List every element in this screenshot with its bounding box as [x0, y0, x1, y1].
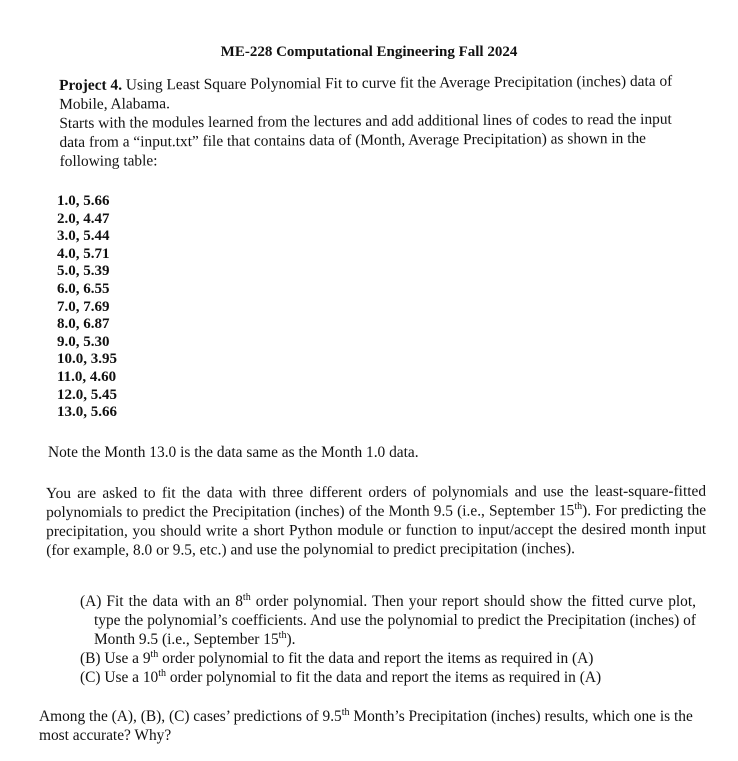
page-title: ME-228 Computational Engineering Fall 2024 — [220, 44, 518, 60]
requirement-c-prefix: (C) Use a 10 — [80, 669, 159, 686]
note-text: Note the Month 13.0 is the data same as the Month 1.0 data. — [48, 444, 419, 461]
data-row: 2.0, 4.47 — [57, 210, 110, 227]
task-text-part1: You are asked to fit the data with three different orders of polynomials and use the least-square-fitted polynomials to predict the Precipitation (inches) of the Month 9.5 (i.e., September 15 — [46, 482, 707, 521]
data-row: 9.0, 5.30 — [57, 333, 110, 350]
data-row: 3.0, 5.44 — [57, 228, 110, 245]
requirement-a-body: order polynomial. Then your report should show the fitted curve plot, type the polynomial’s coefficients. And use the polynomial to predict the Precipitation (inches) of Month 9.5 (i.e., September 15 — [94, 593, 696, 648]
requirement-c-body: order polynomial to fit the data and report the items as required in (A) — [166, 669, 602, 686]
intro-paragraph — [59, 72, 700, 171]
question-part2: Month’s Precipitation (inches) results, which one is the most accurate? Why? — [39, 708, 693, 744]
data-row: 1.0, 5.66 — [57, 193, 110, 209]
requirement-a — [66, 592, 696, 649]
data-table — [57, 193, 117, 422]
task-superscript: th — [574, 501, 583, 513]
project-description: Using Least Square Polynomial Fit to curve fit the Average Precipitation (inches) data of Mobile, Alabama. — [59, 72, 673, 113]
task-text-part2: ). For predicting the precipitation, you should write a short Python module or function to input/accept the desired month input (for example, 8.0 or 9.5, etc.) and use the polynomial to predict precipitation (inches). — [46, 501, 707, 559]
requirement-a-end: ). — [286, 631, 296, 648]
data-row: 7.0, 7.69 — [57, 298, 110, 315]
data-row: 10.0, 3.95 — [57, 351, 117, 368]
data-row: 13.0, 5.66 — [57, 404, 117, 421]
data-row: 11.0, 4.60 — [57, 368, 117, 385]
instructions-text: Starts with the modules learned from the lectures and add additional lines of codes to read the input data from a “input.txt” file that contains data of (Month, Average Precipitation) as shown in the following table: — [59, 110, 672, 170]
requirement-c — [66, 668, 696, 687]
requirement-b-prefix: (B) Use a 9 — [80, 650, 151, 667]
project-label: Project 4. — [59, 76, 123, 94]
data-row: 8.0, 6.87 — [57, 316, 110, 333]
requirement-a-sup1: th — [242, 591, 251, 603]
data-row: 5.0, 5.39 — [57, 263, 110, 280]
data-row: 4.0, 5.71 — [57, 245, 110, 262]
data-row: 6.0, 6.55 — [57, 280, 110, 297]
question-part1: Among the (A), (B), (C) cases’ predictions of 9.5 — [39, 708, 342, 725]
requirement-c-sup: th — [158, 667, 166, 679]
requirement-b — [66, 649, 696, 668]
requirement-b-sup: th — [150, 648, 159, 660]
requirement-a-prefix: (A) Fit the data with an 8 — [80, 593, 243, 610]
requirement-b-body: order polynomial to fit the data and report the items as required in (A) — [158, 650, 594, 667]
requirement-a-sup2: th — [278, 629, 287, 641]
task-paragraph — [46, 482, 706, 560]
question-sup: th — [341, 706, 350, 718]
requirement-list — [66, 592, 696, 687]
question-paragraph — [39, 707, 711, 745]
data-row: 12.0, 5.45 — [57, 386, 117, 403]
